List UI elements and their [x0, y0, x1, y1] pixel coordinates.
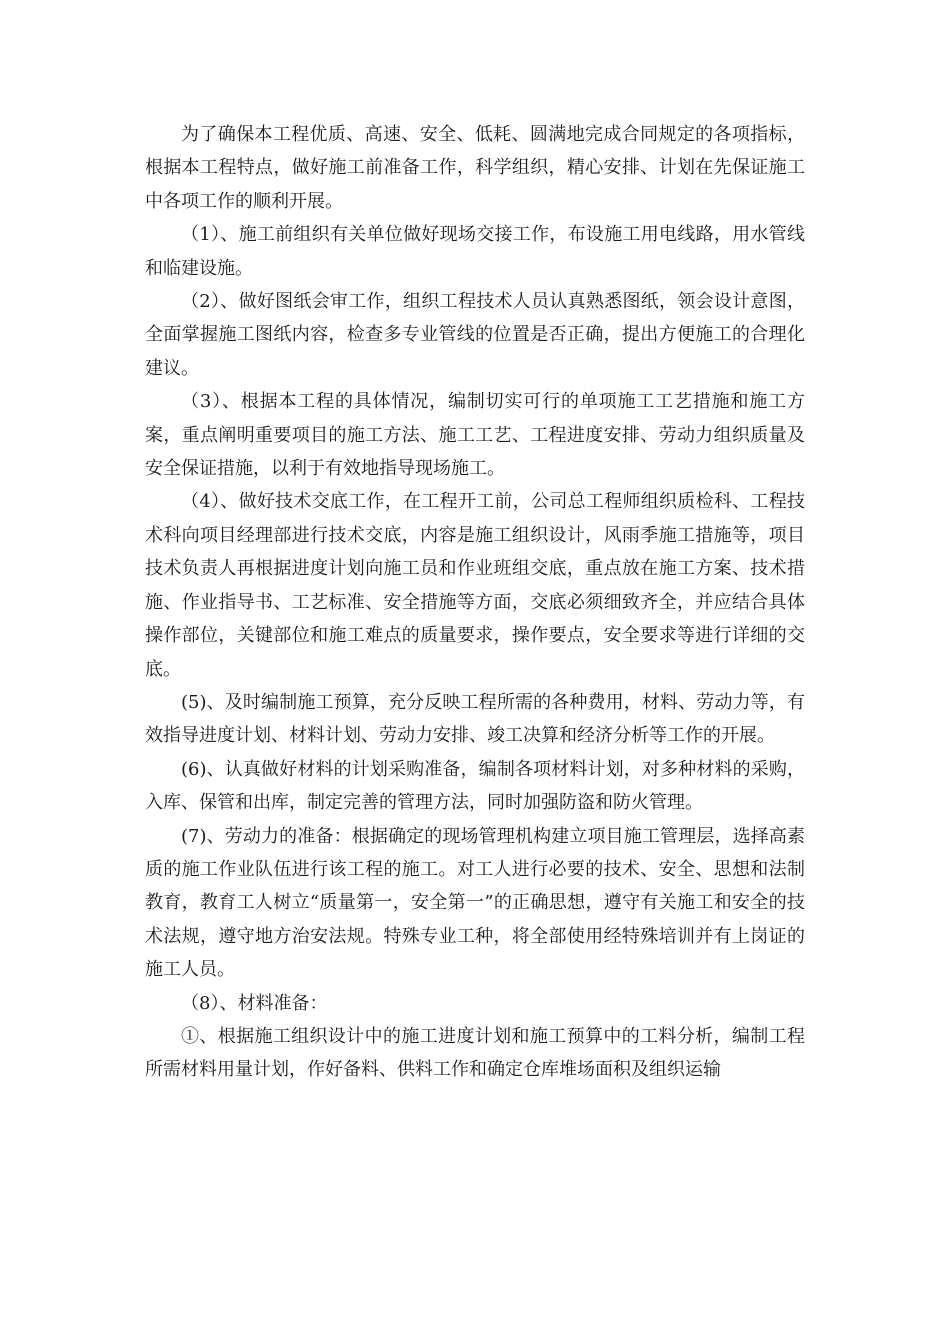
- paragraph-intro: 为了确保本工程优质、高速、安全、低耗、圆满地完成合同规定的各项指标，根据本工程特点，做好施工前准备工作，科学组织，精心安排、计划在先保证施工中各项工作的顺利开展。: [145, 124, 805, 212]
- paragraph-item-3: （3）、根据本工程的具体情况，编制切实可行的单项施工工艺措施和施工方案，重点阐明重要项目的施工方法、施工工艺、工程进度安排、劳动力组织质量及安全保证措施，以利于有效地指导现场施工。: [145, 391, 805, 480]
- paragraph-item-5: (5)、及时编制施工预算，充分反映工程所需的各种费用，材料、劳动力等，有效指导进度计划、材料计划、劳动力安排、竣工决算和经济分析等工作的开展。: [145, 691, 805, 747]
- document-body: [145, 118, 805, 1087]
- paragraph-item-8: （8）、材料准备：: [181, 992, 328, 1014]
- paragraph-item-1: （1）、施工前组织有关单位做好现场交接工作，布设施工用电线路，用水管线和临建设施。: [145, 224, 805, 279]
- paragraph-item-2: （2）、做好图纸会审工作，组织工程技术人员认真熟悉图纸，领会设计意图，全面掌握施工图纸内容，检查多专业管线的位置是否正确，提出方便施工的合理化建议。: [145, 291, 805, 379]
- paragraph-item-4: （4）、做好技术交底工作，在工程开工前，公司总工程师组织质检科、工程技术科向项目经理部进行技术交底，内容是施工组织设计，风雨季施工措施等，项目技术负责人再根据进度计划向施工员和作业班组交底，重点放在施工方案、技术措施、作业指导书、工艺标准、安全措施等方面，交底必须细致齐全，并应结合具体操作部位，关键部位和施工难点的质量要求，操作要点，安全要求等进行详细的交底。: [145, 491, 805, 680]
- paragraph-item-8-sub-1: ①、根据施工组织设计中的施工进度计划和施工预算中的工料分析，编制工程所需材料用量计划，作好备料、供料工作和确定仓库堆场面积及组织运输: [145, 1025, 805, 1081]
- paragraph-item-7: (7)、劳动力的准备：根据确定的现场管理机构建立项目施工管理层，选择高素质的施工作业队伍进行该工程的施工。对工人进行必要的技术、安全、思想和法制教育，教育工人树立“质量第一，安全第一”的正确思想，遵守有关施工和安全的技术法规，遵守地方治安法规。特殊专业工种，将全部使用经特殊培训并有上岗证的施工人员。: [145, 825, 805, 981]
- paragraph-item-6: (6)、认真做好材料的计划采购准备，编制各项材料计划，对多种材料的采购，入库、保管和出库，制定完善的管理方法，同时加强防盗和防火管理。: [145, 758, 805, 814]
